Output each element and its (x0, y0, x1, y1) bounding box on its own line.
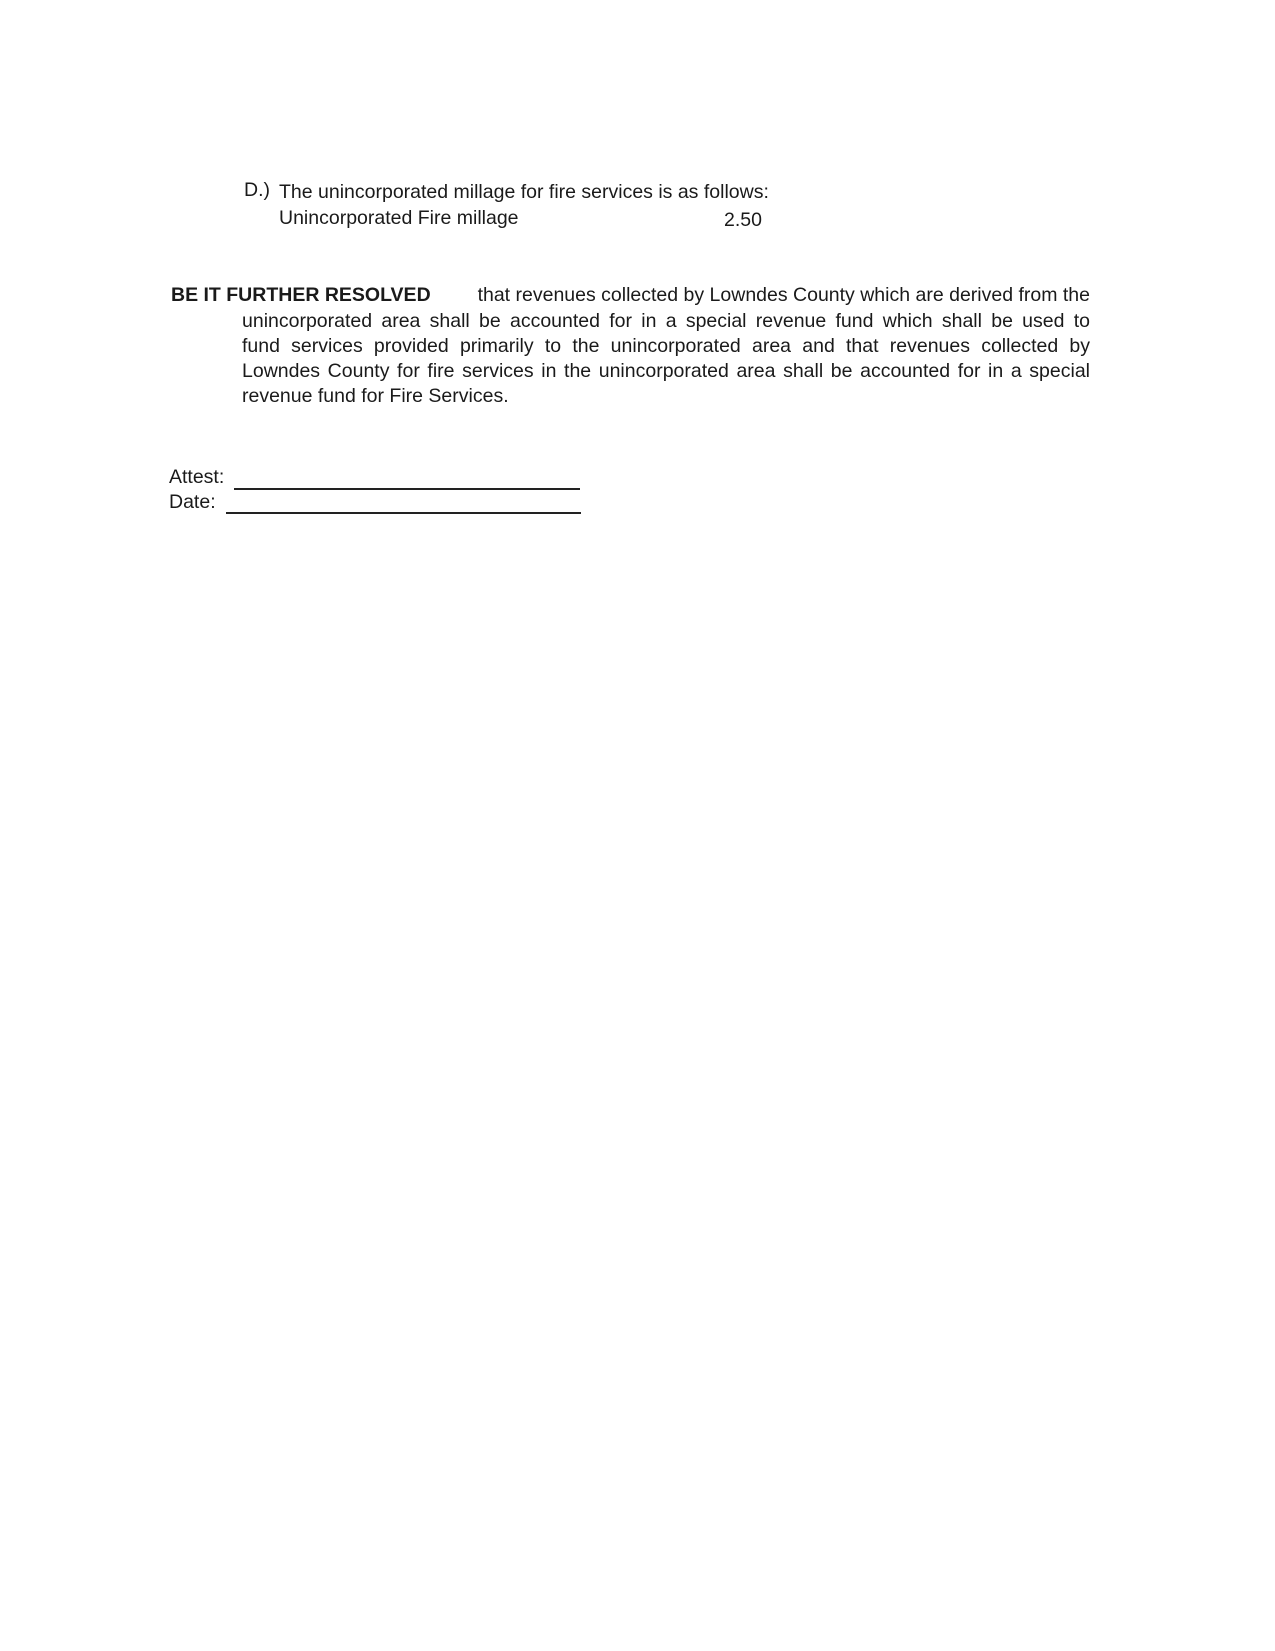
millage-item-label: Unincorporated Fire millage (279, 207, 519, 229)
resolution-line-4: Lowndes County for fire services in the unincorporated area shall be accounted for in a special (242, 360, 1090, 382)
section-d-intro: The unincorporated millage for fire services is as follows: (279, 181, 769, 203)
resolution-line-3: fund services provided primarily to the unincorporated area and that revenues collected by (242, 335, 1090, 357)
section-d-marker: D.) (244, 179, 270, 201)
millage-item-value: 2.50 (724, 209, 762, 231)
attest-signature-line[interactable] (234, 488, 580, 490)
resolution-line-1-text: that revenues collected by Lowndes County which are derived from the (477, 284, 1090, 306)
resolution-line-2: unincorporated area shall be accounted for in a special revenue fund which shall be used to (242, 310, 1090, 332)
attest-label: Attest: (169, 466, 225, 488)
date-label: Date: (169, 491, 216, 513)
resolution-line-5: revenue fund for Fire Services. (242, 385, 509, 407)
resolution-line-1 (171, 283, 1090, 307)
date-signature-line[interactable] (226, 512, 581, 514)
resolution-lead: BE IT FURTHER RESOLVED (171, 284, 431, 306)
